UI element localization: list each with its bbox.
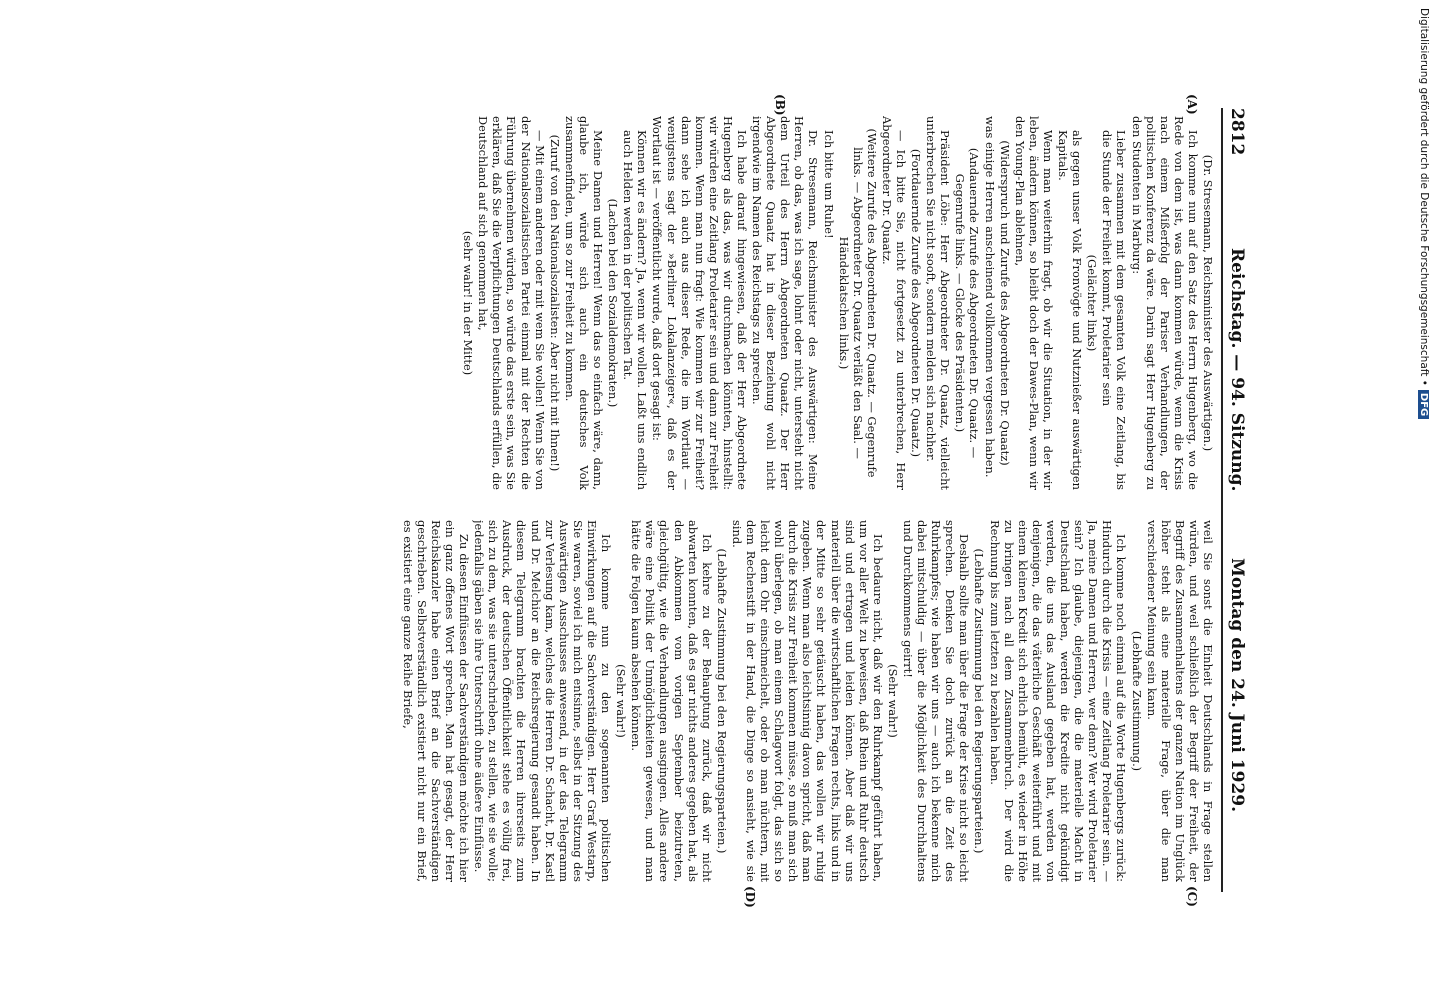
paragraph: Ich komme noch einmal auf die Worte Hugenbergs zurück: Hindurch durch die Krisis — eine Zeitlang Proletarier sein. — Ja, meine Damen und Herren, wer denn? Wer wird Proletarier sein? Ich glaube, diejenigen, die die materielle Macht in Deutschland haben, werden die Kredite nicht gekündigt werden, die uns das Ausland gegeben hat, werden von denjenigen, die das väterliche Geschäft weiterführt und mit einem kleinen Kredit sich ehrlich bemüht, es wieder in Höhe zu bringen nach all dem Zusammenbruch. Der wird die Rechnung bis zum letzten zu bezahlen haben.	[987, 520, 1129, 882]
margin-marker-c: (C)	[1185, 886, 1199, 907]
header-left-title: Reichstag. — 94. Sitzung.	[1227, 248, 1247, 492]
paragraph: Zu diesen Einflüssen der Sachverständigen möchte ich hier ein ganz offenes Wort sprechen. Man hat gesagt, der Herr Reichskanzler habe einen Brief an die Sachverständigen geschrieben. Selbstverständlich existiert nicht nur ein Brief, es existiert eine ganze Reihe Briefe,	[400, 520, 472, 882]
paragraph: Ich komme nun zu den sogenannten politischen Einwirkungen auf die Sachverständigen. Herr Graf Westarp, Sie waren, soviel ich mich entsinne, selbst in der Sitzung des Auswärtigen Ausschusses anwesend, in der das Telegramm zur Verlesung kam, welches die Herren Dr. Schacht, Dr. Kastl und Dr. Melchior an die Reichsregierung gesandt haben. In diesem Telegramm brachten die Herren ihrerseits zum Ausdruck, der deutschen Öffentlichkeit stehe es völlig frei, sich zu dem, was sie unterschrieben, zu stellen, wie sie wolle; jedenfalls gäben sie ihre Unterschrift ohne äußere Einflüsse.	[472, 520, 614, 882]
paragraph: — Ich bitte Sie, nicht fortgesetzt zu unterbrechen, Herr Abgeordneter Dr. Quaatz.	[879, 116, 909, 490]
interjection: (Lachen bei den Sozialdemokraten.)	[606, 198, 621, 408]
paragraph: weil Sie sonst die Einheit Deutschlands in Frage stellen würden, und weil schließlich der Begriff der Freiheit, der Begriff des Zusammenhaltens der ganzen Nation im Unglück höher steht als eine materielle Frage, über die man verschiedener Meinung sein kann.	[1144, 520, 1215, 882]
left-column	[187, 116, 1215, 490]
paragraph: — Mit einem anderen oder mit wem Sie wollen! Wenn Sie von der Nationalsozialistischen Partei einmal mit der Rechten die Führung übernehmen würden, so würde das erste sein, was Sie erklären, daß Sie die Verpflichtungen Deutschlands erfüllen, die Deutschland auf sich genommen hat,	[476, 116, 547, 490]
paragraph: Meine Damen und Herren! Wenn das so einfach wäre, dann, glaube ich, würde sich auch ein deutsches Volk zusammenfinden, um so zur Freiheit zu kommen.	[562, 116, 606, 490]
quotation: Können wir es ändern? Ja, wenn wir wollen. Laßt uns endlich auch Helden werden in der politischen Tat.	[621, 130, 650, 490]
interjection: (Widerspruch und Zurufe des Abgeordneten Dr. Quaatz)	[997, 140, 1012, 466]
paragraph: Deshalb sollte man über die Frage der Krise nicht so leicht sprechen. Denken Sie doch zurück an die Zeit des Ruhrkampfes; wie haben wir uns — auch ich bekenne mich dabei mitschuldig — über die Möglichkeit des Durchhaltens und Durchkommens geirrt!	[901, 520, 972, 882]
president-remark: Präsident Löbe: Herr Abgeordneter Dr. Quaatz, vielleicht unterbrechen Sie nicht sooft, sondern melden sich nachher.	[924, 116, 953, 490]
paragraph: Ich bedaure nicht, daß wir den Ruhrkampf geführt haben, um vor aller Welt zu beweisen, daß Rhein und Ruhr deutsch sind und ertragen und leiden können. Aber daß wir uns materiell über die wirtschaftlichen Fragen rechts, links und in der Mitte so sehr getäuscht haben, das wollen wir ruhig zugeben. Wenn man also leichtsinnig davon spricht, daß man durch die Krisis zur Freiheit kommen müsse, so muß man sich wohl überlegen, ob man einem Schlagwort folgt, das sich so leicht dem Ohr einschmeichelt, oder ob man nüchtern, mit dem Rechenstift in der Hand, die Dinge so ansieht, wie sie sind.	[729, 520, 885, 882]
interjection: (Lebhafte Zustimmung.)	[1129, 630, 1144, 772]
margin-marker-a: (A)	[1185, 94, 1199, 115]
margin-marker-b: (B)	[773, 94, 787, 116]
paragraph: Wenn man weiterhin fragt, ob wir die Situation, in der wir leben, ändern können, so bleibt doch der Dawes-Plan, wenn wir den Young-Plan ablehnen,	[1012, 116, 1055, 490]
interjection: (Lebhafte Zustimmung bei den Regierungsparteien.)	[714, 548, 729, 854]
paragraph: Ich habe darauf hingewiesen, daß der Herr Abgeordnete Hugenberg als das, was wir durchmachen könnten, hinstellt: wir würden eine Zeitlang Proletarier sein und dann zur Freiheit kommen. Wenn man nun fragt: Wie kommen wir zur Freiheit? dann sehe ich auch aus dieser Rede, die im Wortlaut — wenigstens sagt der »Berliner Lokalanzeiger«, daß es der Wortlaut ist — veröffentlicht wurde, daß dort gesagt ist:	[650, 116, 749, 490]
interjection: (Fortdauernde Zurufe des Abgeordneten Dr. Quaatz.)	[909, 148, 924, 458]
margin-marker-d: (D)	[743, 886, 757, 908]
header-rule	[1221, 108, 1223, 892]
speaker-note: (Dr. Stresemann, Reichsminister des Auswärtigen.)	[1201, 154, 1215, 452]
quotation: als gegen unser Volk Fronvögte und Nutznießer auswärtigen Kapitals.	[1056, 130, 1085, 490]
header-right-title: Montag den 24. Juni 1929.	[1227, 558, 1247, 813]
interjection: (Zuruf von den Nationalsozialisten: Aber nicht mit Ihnen!)	[547, 134, 562, 472]
quotation: Lieber zusammen mit dem gesamten Volk eine Zeitlang, bis die Stunde der Freiheit kommt, Proletarier sein	[1100, 130, 1129, 490]
page-number: 2812	[1227, 108, 1247, 156]
dfg-logo: DFG	[1418, 390, 1429, 419]
interjection: (Lebhafte Zustimmung bei den Regierungsparteien.)	[972, 548, 987, 854]
digitization-credit-text: Digitalisierung gefördert durch die Deutsche Forschungsgemeinschaft •	[1418, 8, 1430, 386]
paragraph: Ich kehre zu der Behauptung zurück, daß wir nicht abwarten konnten, daß es gar nichts anderes gegeben hat, als den Abkommen vom vorigen September beizutreten, gleichgültig, wie die Verhandlungen ausgingen. Alles andere wäre eine Politik der Unmöglichkeiten gewesen, und man hätte die Folgen kaum absehen können.	[629, 520, 714, 882]
document-page	[177, 90, 1257, 910]
speech-paragraph: Dr. Stresemann, Reichsminister des Auswärtigen: Meine Herren, ob das, was ich sage, lohnt oder nicht, untersteht nicht dem Urteil des Herrn Abgeordneten Quaatz. Der Herr Abgeordnete Quaatz hat in dieser Beziehung wohl nicht irgendwie im Namen des Reichstags zu sprechen.	[750, 116, 821, 490]
right-column	[187, 520, 1215, 882]
interjection: (sehr wahr! in der Mitte)	[461, 230, 476, 376]
interjection: (Weitere Zurufe des Abgeordneten Dr. Quaatz. — Gegenrufe links. — Abgeordneter Dr. Quaatz verläßt den Saal. — Händeklatschen links.)	[836, 128, 879, 478]
paragraph: Ich bitte um Ruhe!	[821, 130, 836, 239]
interjection: (Sehr wahr!)	[614, 664, 629, 738]
paragraph: Ich komme nun auf den Satz des Herrn Hugenberg, wo die Rede von dem ist, was dann kommen würde, wenn die Krisis nach einem Mißerfolg der Pariser Verhandlungen, der politischen Konferenz da wäre. Darin sagt Herr Hugenberg zu den Studenten in Marburg:	[1129, 116, 1200, 490]
interjection: (Andauernde Zurufe des Abgeordneten Dr. Quaatz. — Gegenrufe links. — Glocke des Präsidenten.)	[953, 147, 982, 459]
page-header	[1223, 108, 1247, 892]
interjection: (Sehr wahr!)	[885, 664, 900, 738]
paragraph: was einige Herren anscheinend vollkommen vergessen haben.	[982, 116, 997, 478]
interjection: (Gelächter links)	[1085, 254, 1100, 352]
digitization-credit	[1412, 8, 1430, 468]
